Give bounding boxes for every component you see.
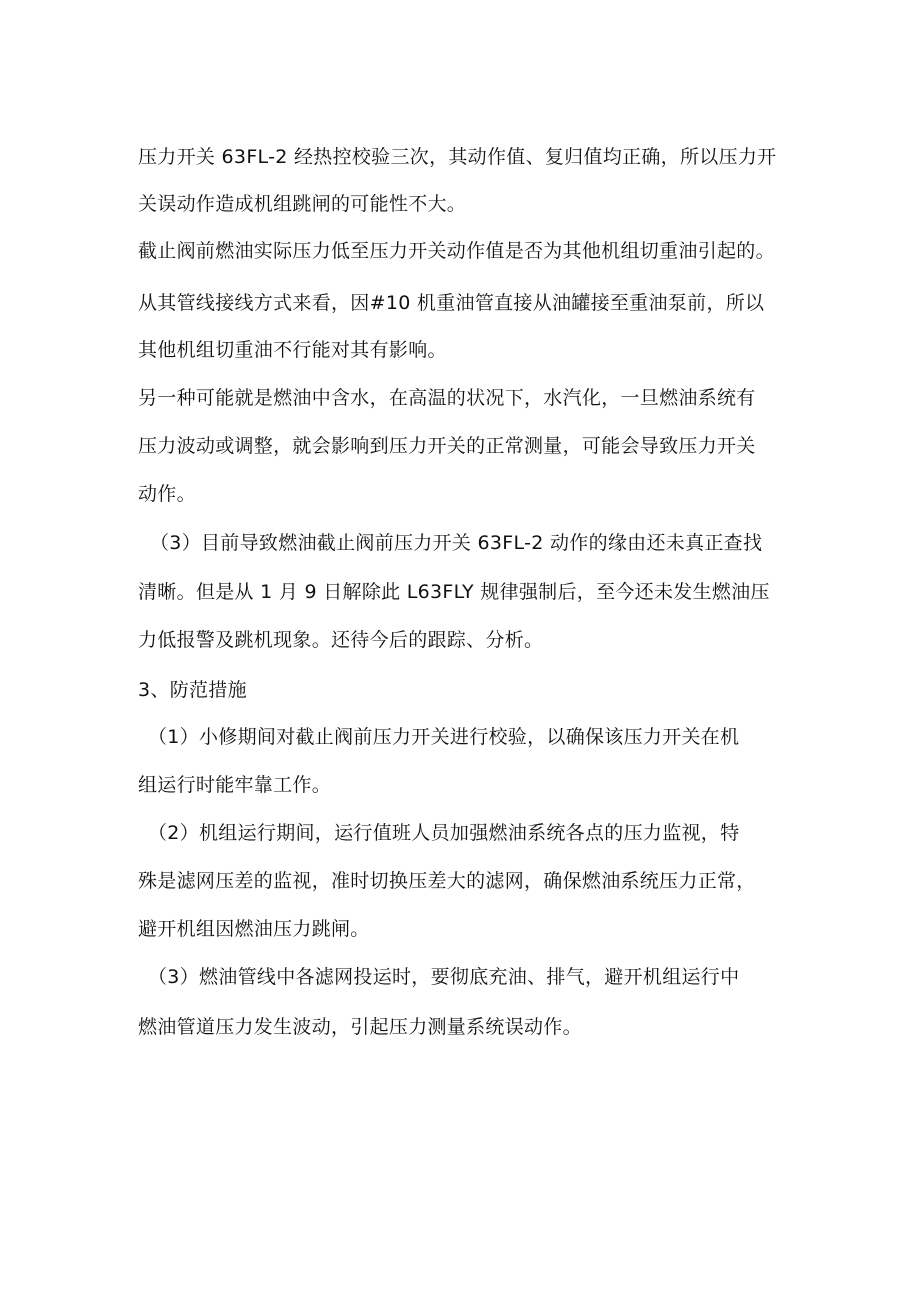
text-line: 截止阀前燃油实际压力低至压力开关动作值是否为其他机组切重油引起的。 <box>138 240 775 262</box>
text-line: 组运行时能牢靠工作。 <box>138 774 332 796</box>
text-line: 另一种可能就是燃油中含水，在高温的状况下，水汽化，一旦燃油系统有 <box>138 387 756 409</box>
text-line: 从其管线接线方式来看，因#10 机重油管直接从油罐接至重油泵前，所以 <box>138 292 765 314</box>
text-line: 关误动作造成机组跳闸的可能性不大。 <box>138 193 467 215</box>
section-heading: 3、防范措施 <box>138 679 247 701</box>
text-line: 其他机组切重油不行能对其有影响。 <box>138 339 447 361</box>
text-line: 压力波动或调整，就会影响到压力开关的正常测量，可能会导致压力开关 <box>138 435 756 457</box>
text-line: 力低报警及跳机现象。还待今后的跟踪、分析。 <box>138 629 544 651</box>
text-line: （1）小修期间对截止阀前压力开关进行校验，以确保该压力开关在机 <box>148 726 740 748</box>
text-line: （3）燃油管线中各滤网投运时，要彻底充油、排气，避开机组运行中 <box>148 966 740 988</box>
text-line: 动作。 <box>138 483 196 505</box>
text-line: 压力开关 63FL-2 经热控校验三次，其动作值、复归值均正确，所以压力开 <box>138 146 777 168</box>
text-line: 清晰。但是从 1 月 9 日解除此 L63FLY 规律强制后，至今还未发生燃油压 <box>138 581 770 603</box>
text-line: （3）目前导致燃油截止阀前压力开关 63FL-2 动作的缘由还未真正查找 <box>150 532 763 554</box>
text-line: 殊是滤网压差的监视，准时切换压差大的滤网，确保燃油系统压力正常， <box>138 870 756 892</box>
text-line: （2）机组运行期间，运行值班人员加强燃油系统各点的压力监视，特 <box>148 822 740 844</box>
text-line: 避开机组因燃油压力跳闸。 <box>138 918 370 940</box>
text-line: 燃油管道压力发生波动，引起压力测量系统误动作。 <box>138 1016 582 1038</box>
